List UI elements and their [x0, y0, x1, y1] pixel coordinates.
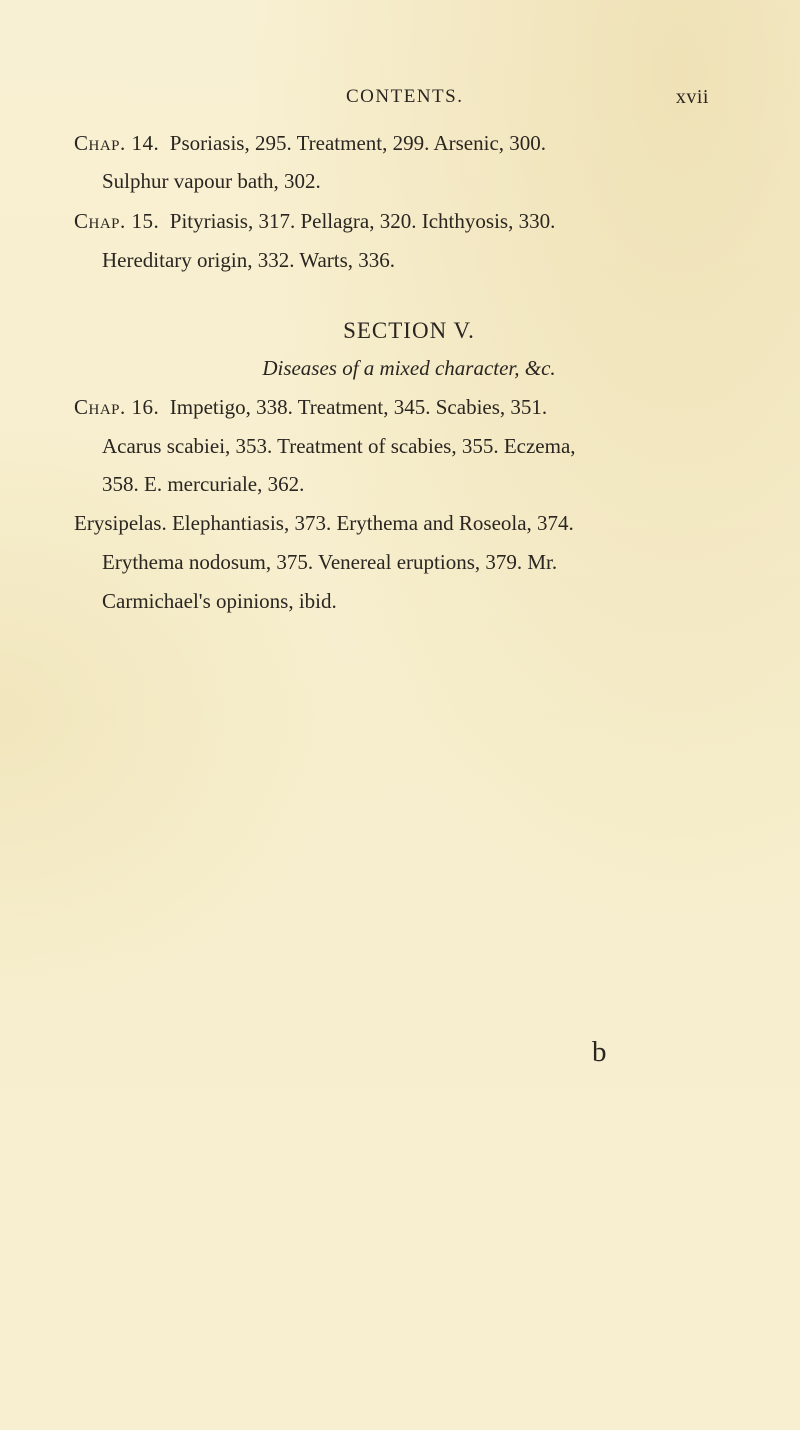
erysipelas-continuation-2: Carmichael's opinions, ibid.: [102, 589, 337, 613]
chapter-14-continuation: Sulphur vapour bath, 302.: [102, 169, 321, 193]
chapter-text: Pityriasis, 317. Pellagra, 320. Ichthyosis, 330.: [169, 209, 556, 233]
signature-mark: b: [592, 1036, 607, 1068]
chapter-text: Psoriasis, 295. Treatment, 299. Arsenic, 300.: [169, 131, 547, 155]
running-title: CONTENTS.: [346, 86, 464, 107]
running-head: [0, 86, 800, 116]
chapter-label: Chap. 15.: [74, 209, 160, 233]
erysipelas-entry: Erysipelas. Elephantiasis, 373. Erythema and Roseola, 374.: [74, 511, 574, 535]
chapter-16-continuation-2: 358. E. mercuriale, 362.: [102, 472, 305, 496]
chapter-text: Impetigo, 338. Treatment, 345. Scabies, 351.: [169, 395, 548, 419]
chapter-16-entry: [74, 397, 547, 418]
chapter-15-entry: [74, 211, 555, 232]
chapter-14-entry: [74, 133, 546, 154]
section-subtitle: Diseases of a mixed character, &c.: [262, 356, 556, 380]
section-heading: SECTION V.: [343, 318, 475, 343]
chapter-label: Chap. 16.: [74, 395, 160, 419]
erysipelas-continuation-1: Erythema nodosum, 375. Venereal eruptions, 379. Mr.: [102, 550, 558, 574]
chapter-15-continuation: Hereditary origin, 332. Warts, 336.: [102, 248, 396, 272]
chapter-16-continuation-1: Acarus scabiei, 353. Treatment of scabies, 355. Eczema,: [102, 434, 576, 458]
chapter-label: Chap. 14.: [74, 131, 160, 155]
page-number: xvii: [675, 86, 709, 108]
